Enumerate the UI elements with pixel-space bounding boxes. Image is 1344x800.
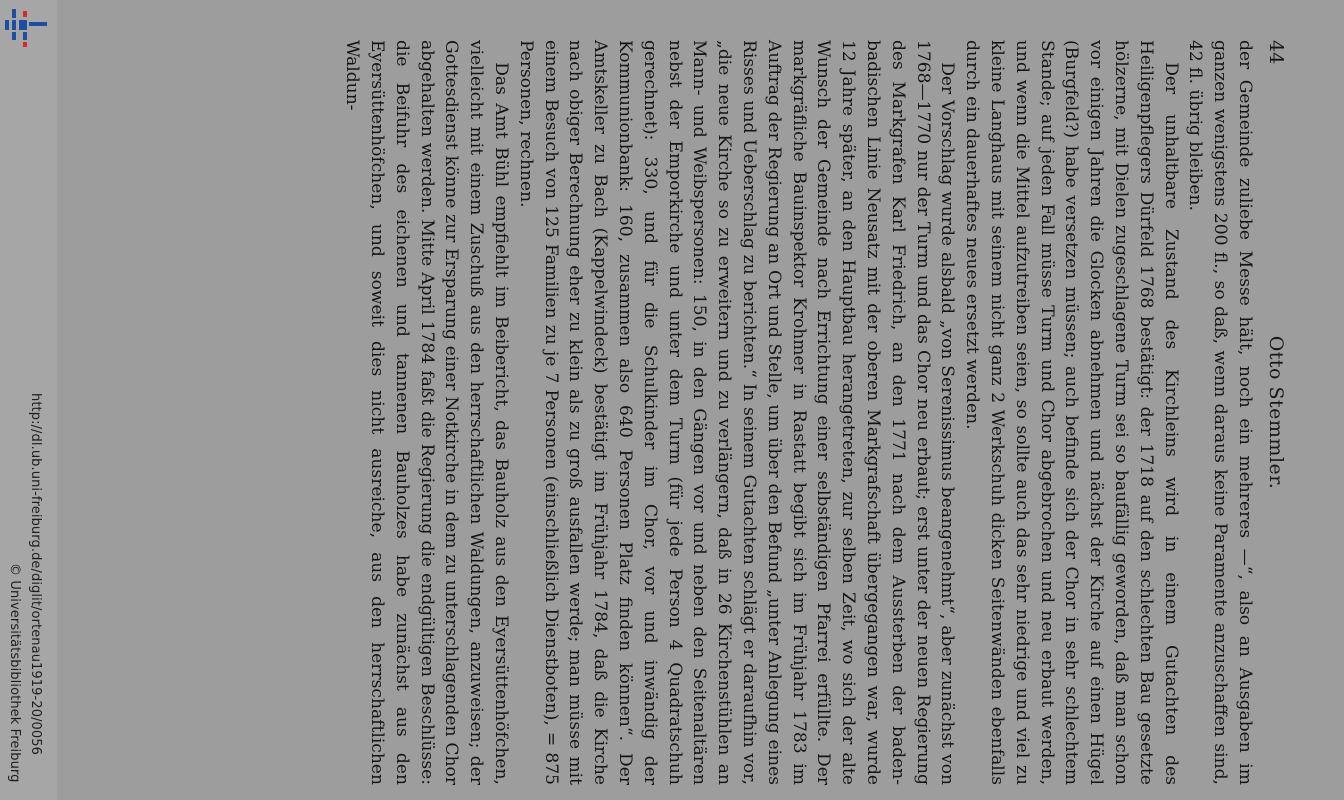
rotated-page-content: [247, 40, 1287, 785]
paragraph: Das Amt Bühl empfiehlt im Beibericht, das Bauholz aus den Eyersüttenhöfchen, vielleicht mit einem Zuschuß aus den herrschaftlichen Waldungen, anzuweisen; der Gottesdienst könne zur Ersparung einer Notkirche in dem zu unterschlagenden Chor abgehalten werden. Mitte April 1784 faßt die Regierung die endgültigen Beschlüsse: die Beifuhr des eichenen und tannenen Bauholzes habe zunächst aus den Eyersüttenhöfchen, und soweit dies nicht ausreiche, aus den herrschaftlichen Waldun-: [342, 40, 512, 785]
paragraph: Der unhaltbare Zustand des Kirchleins wird in einem Gutachten des Heiligenpflegers Dürfeld 1768 bestätigt: der 1718 auf den schlechten Bau gesetzte hölzerne, mit Dielen zugeschlagene Turm sei so baufällig geworden, daß man schon vor einigen Jahren die Glocken abnehmen und nächst der Kirche auf einen Hügel (Burgfeld?) habe versetzen müssen; auch befinde sich der Chor in sehr schlechtem Stande; auf jeden Fall müsse Turm und Chor abgebrochen und neu erbaut werden, und wenn die Mittel aufzutreiben seien, so sollte auch das sehr niedrige und viel zu kleine Langhaus mit seinem nicht ganz 2 Werkschuh dicken Seitenwänden ebenfalls durch ein dauerhaftes neues ersetzt werden.: [962, 40, 1181, 785]
credits-panel: [0, 0, 57, 800]
body-text: [340, 40, 1257, 785]
scanned-page: [57, 0, 1344, 800]
running-head: [1257, 40, 1287, 785]
permalink-url[interactable]: http://dl.ub.uni-freiburg.de/diglit/ortenau1919-20/0056: [28, 393, 43, 756]
viewer-side-strip: [0, 0, 57, 800]
paragraph: der Gemeinde zuliebe Messe hält, noch ein mehreres —“, also an Ausgaben im ganzen wenigstens 200 fl., so daß, wenn daraus keine Paramente anzuschaffen sind, 42 fl. übrig bleiben.: [1185, 40, 1255, 785]
page-number: 44: [1265, 40, 1287, 65]
copyright-notice: © Universitätsbibliothek Freiburg: [7, 563, 22, 783]
paragraph: Der Vorschlag wurde alsbald „von Serenissimus beangenehmt“, aber zunächst von 1768—1770 nur der Turm und das Chor neu erbaut; erst unter der neuen Regierung des Markgrafen Karl Friedrich, an den 1771 nach dem Aussterben der baden-badischen Linie Neusatz mit der oberen Markgrafschaft übergegangen war, wurde 12 Jahre später, an den Hauptbau herangetreten, zur selben Zeit, wo sich der alte Wunsch der Gemeinde nach Errichtung einer selbständigen Pfarrei erfüllte. Der markgräfliche Bauinspektor Krohmer in Rastatt begibt sich im Frühjahr 1783 im Auftrag der Regierung an Ort und Stelle, um über den Befund „unter Anlegung eines Risses und Ueberschlag zu berichten.“ In seinem Gutachten schlägt er daraufhin vor, „die neue Kirche so zu erweitern und zu verlängern, daß in 26 Kirchenstühlen an Mann- und Weibspersonen: 150, in den Gängen vor und neben den Seitenaltären nebst der Emporkirche und unter dem Turm (für jede Person 4 Quadratschuh gerechnet): 330, und für die Schulkinder im Chor, vor und inwändig der Kommunionbank: 160, zusammen also 640 Personen Platz finden können“. Der Amtskeller zu Bach (Kappelwindeck) bestätigt im Frühjahr 1784, daß die Kirche nach obiger Berechnung eher zu klein als zu groß ausfallen werde; man müsse mit einem Besuch von 125 Familien zu je 7 Personen (einschließlich Dienstboten), = 875 Personen, rechnen.: [515, 40, 958, 785]
running-title: Otto Stemmler.: [1265, 335, 1287, 490]
